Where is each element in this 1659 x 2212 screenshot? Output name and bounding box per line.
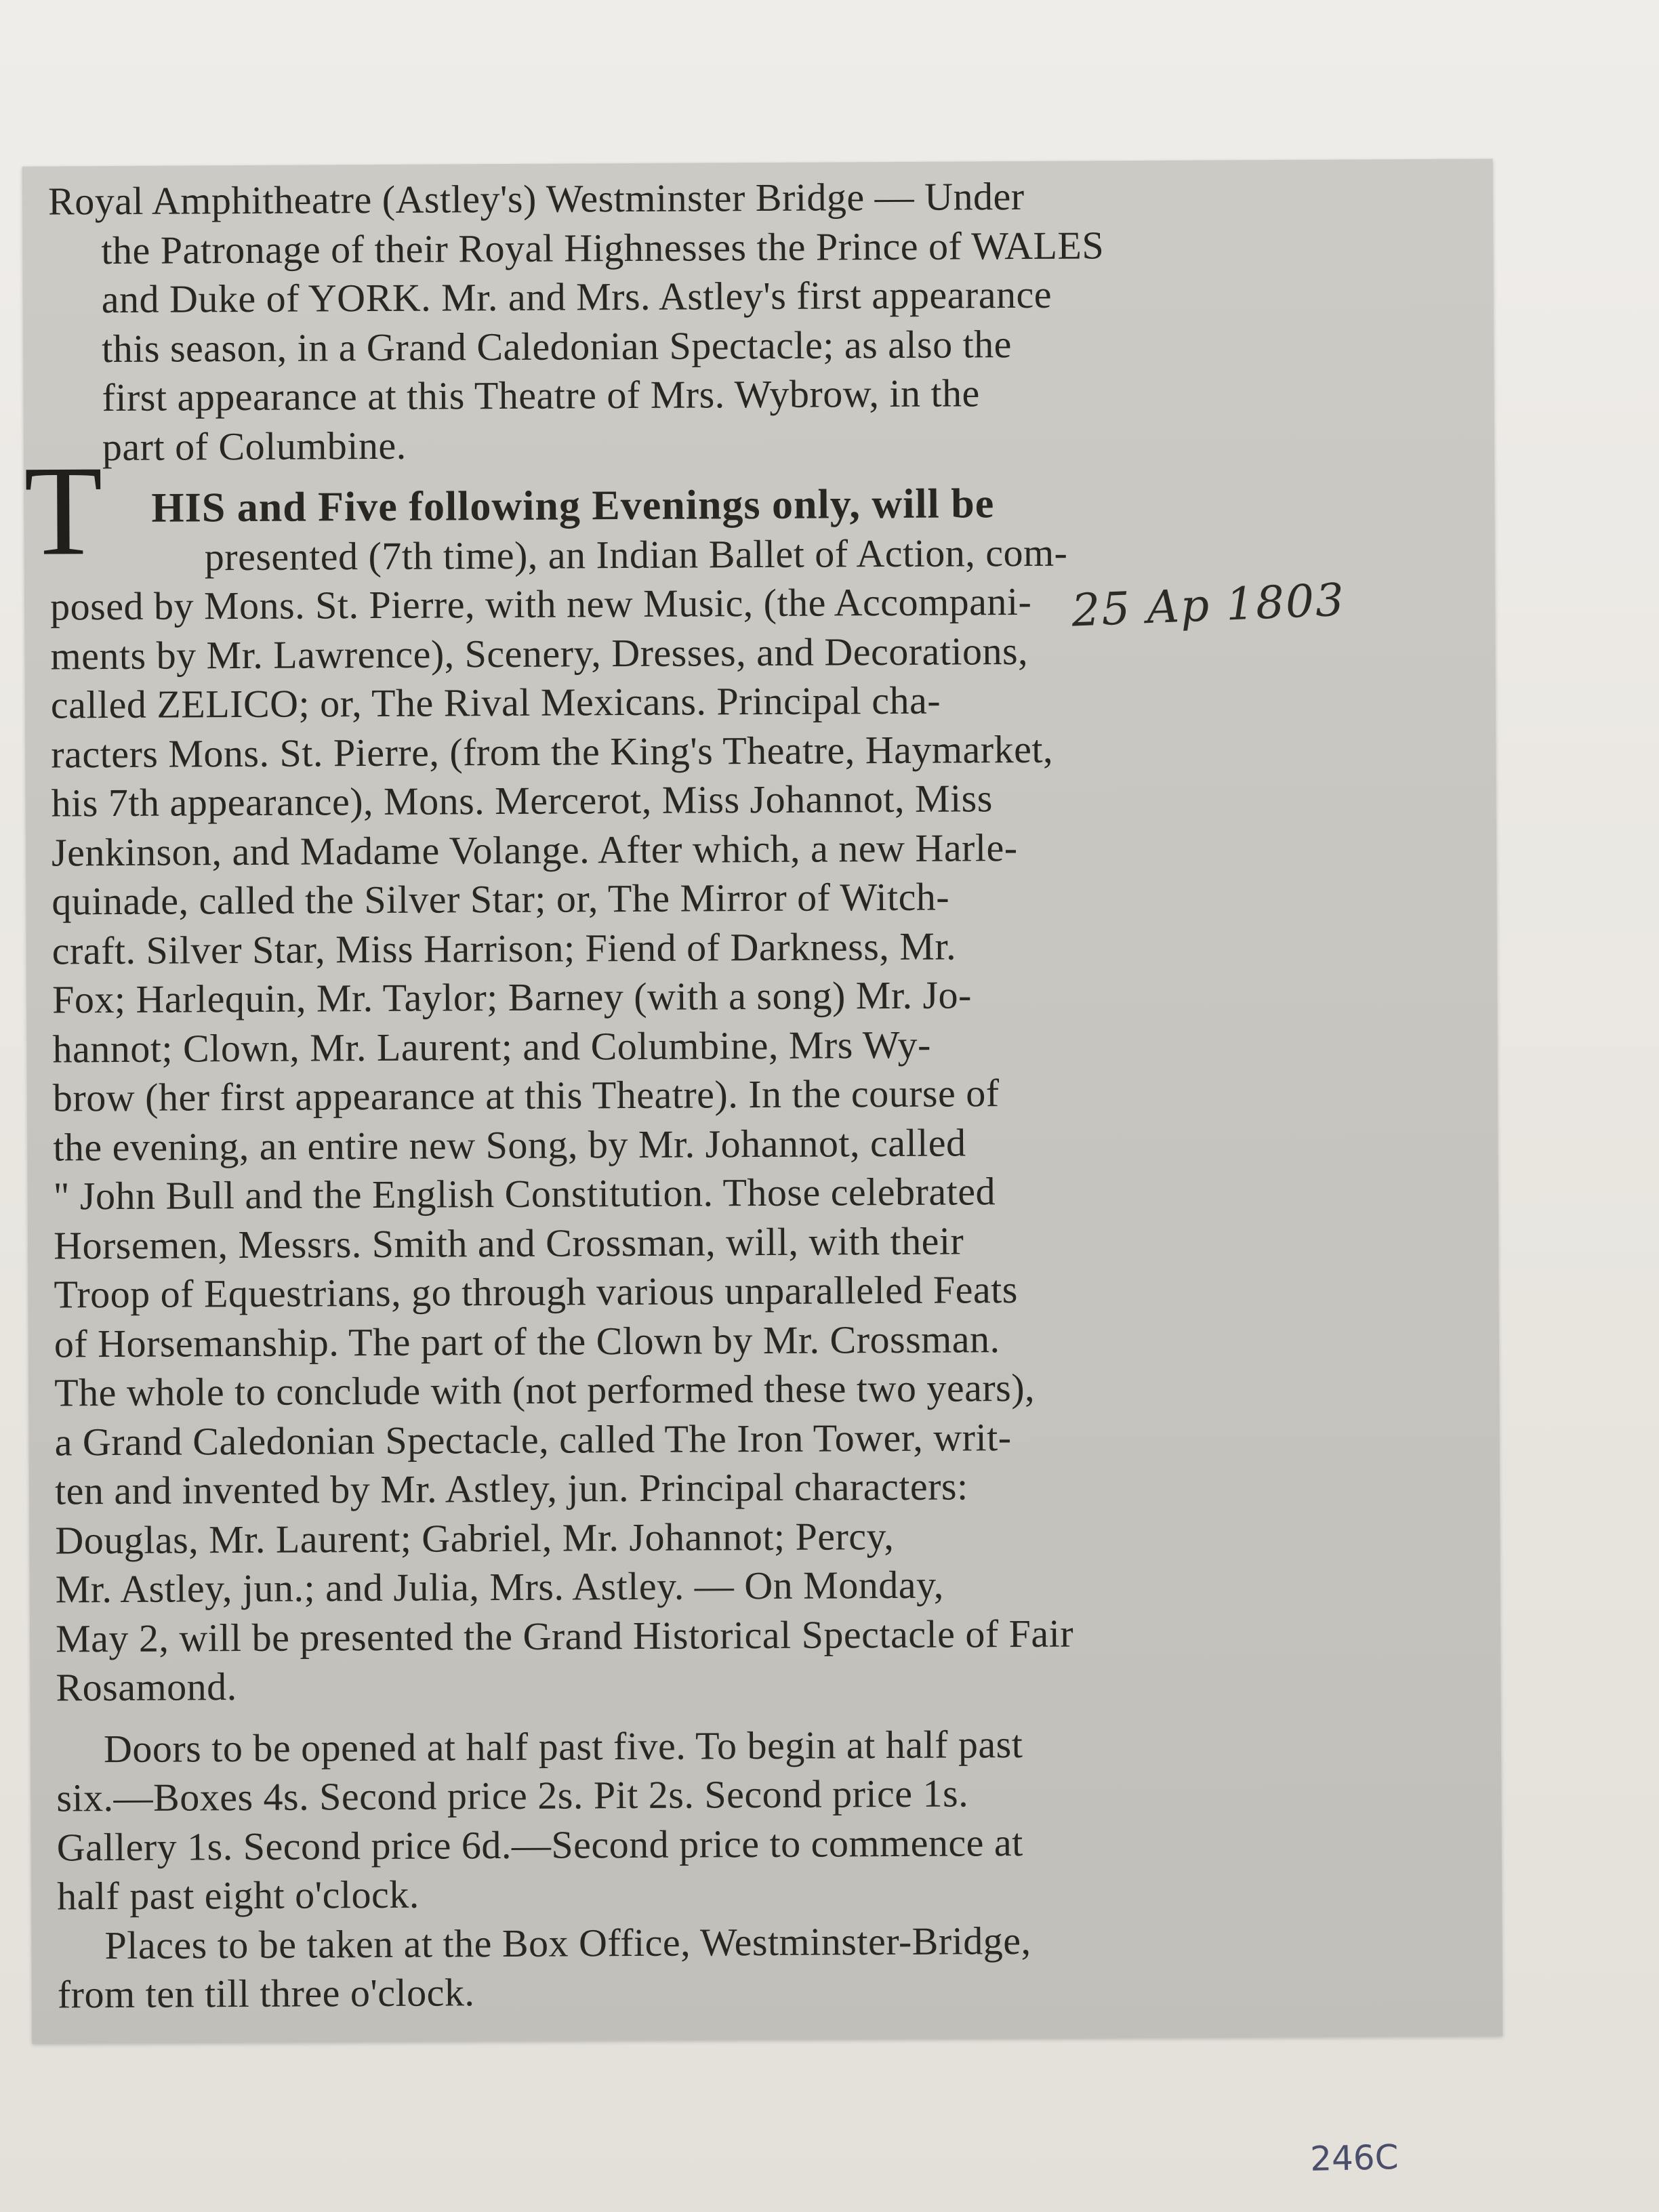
heading-line: Royal Amphitheatre (Astley's) Westminster Bridge — Under bbox=[47, 173, 1025, 224]
body-line: ten and invented by Mr. Astley, jun. Principal characters: bbox=[54, 1464, 968, 1513]
body-line: ments by Mr. Lawrence), Scenery, Dresses, and Decorations, bbox=[50, 628, 1029, 678]
notice-text bbox=[48, 170, 1467, 2020]
body-line: craft. Silver Star, Miss Harrison; Fiend of Darkness, Mr. bbox=[52, 923, 957, 972]
body-line: Rosamond. bbox=[56, 1664, 237, 1710]
body-line: Troop of Equestrians, go through various unparalleled Feats bbox=[54, 1267, 1018, 1317]
body-line: Mr. Astley, jun.; and Julia, Mrs. Astley. — On Monday, bbox=[55, 1562, 944, 1612]
body-line: called ZELICO; or, The Rival Mexicans. Principal cha- bbox=[50, 678, 941, 727]
body-line: presented (7th time), an Indian Ballet of Action, com- bbox=[204, 530, 1068, 579]
doors-block bbox=[56, 1717, 1467, 1921]
heading-block bbox=[48, 170, 1459, 472]
places-block bbox=[57, 1914, 1467, 2020]
body-line: The whole to conclude with (not performed these two years), bbox=[54, 1365, 1036, 1415]
places-line: Places to be taken at the Box Office, Westminster-Bridge, bbox=[104, 1918, 1031, 1967]
body-line: of Horsemanship. The part of the Clown by Mr. Crossman. bbox=[54, 1316, 1000, 1366]
heading-line: and Duke of YORK. Mr. and Mrs. Astley's first appearance bbox=[101, 272, 1052, 322]
doors-line: six.—Boxes 4s. Second price 2s. Pit 2s. Second price 1s. bbox=[56, 1771, 969, 1820]
heading-line: this season, in a Grand Caledonian Spectacle; as also the bbox=[101, 321, 1012, 371]
body-line: Fox; Harlequin, Mr. Taylor; Barney (with a song) Mr. Jo- bbox=[52, 972, 972, 1022]
body-line: May 2, will be presented the Grand Historical Spectacle of Fair bbox=[55, 1611, 1074, 1660]
body-line: " John Bull and the English Constitution. Those celebrated bbox=[53, 1169, 996, 1218]
catalog-number: 246C bbox=[1309, 2137, 1399, 2179]
body-line: his 7th appearance), Mons. Mercerot, Miss Johannot, Miss bbox=[51, 776, 994, 825]
newspaper-clipping bbox=[22, 159, 1502, 2179]
heading-line: first appearance at this Theatre of Mrs. Wybrow, in the bbox=[102, 371, 980, 420]
heading-line: the Patronage of their Royal Highnesses the Prince of WALES bbox=[101, 222, 1105, 272]
body-line: HIS and Five following Evenings only, will be bbox=[151, 480, 995, 531]
handwritten-date: 25 Ap 1803 bbox=[1070, 573, 1347, 637]
body-line: racters Mons. St. Pierre, (from the King's Theatre, Haymarket, bbox=[51, 726, 1054, 776]
body-line: quinade, called the Silver Star; or, The Mirror of Witch- bbox=[52, 874, 950, 924]
body-line: the evening, an entire new Song, by Mr. Johannot, called bbox=[53, 1120, 966, 1169]
body-line: Douglas, Mr. Laurent; Gabriel, Mr. Johannot; Percy, bbox=[55, 1513, 895, 1562]
heading-line: part of Columbine. bbox=[102, 423, 407, 469]
body-line: hannot; Clown, Mr. Laurent; and Columbine, Mrs Wy- bbox=[52, 1022, 932, 1071]
body-line: Jenkinson, and Madame Volange. After which, a new Harle- bbox=[51, 825, 1018, 874]
body-line: brow (her first appearance at this Theatre). In the course of bbox=[52, 1071, 1000, 1120]
doors-line: half past eight o'clock. bbox=[56, 1872, 419, 1919]
body-line: Horsemen, Messrs. Smith and Crossman, will, with their bbox=[53, 1218, 964, 1267]
body-line: a Grand Caledonian Spectacle, called The Iron Tower, writ- bbox=[54, 1414, 1012, 1464]
drop-cap: T bbox=[23, 440, 104, 583]
body-line: posed by Mons. St. Pierre, with new Music, (the Accompani- bbox=[49, 579, 1032, 629]
body-block bbox=[49, 477, 1465, 1713]
places-line: from ten till three o'clock. bbox=[57, 1970, 475, 2017]
doors-line: Gallery 1s. Second price 6d.—Second price to commence at bbox=[56, 1820, 1023, 1869]
doors-line: Doors to be opened at half past five. To begin at half past bbox=[103, 1721, 1023, 1771]
